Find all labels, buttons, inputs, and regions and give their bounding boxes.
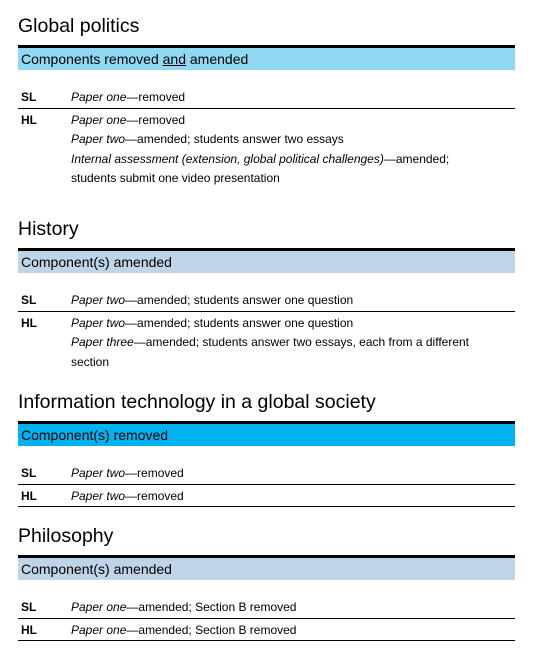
component-line [71,111,515,131]
section-title: Global politics [18,15,140,37]
component-line [71,464,515,484]
row-sl [18,291,515,312]
component-line [71,88,515,108]
component-change: —removed [125,488,184,503]
component-line [71,353,515,373]
banner-underlined-text: and [162,51,186,67]
component-line [71,291,515,311]
component-change: —amended; students answer two essays [125,132,344,146]
level-label: HL [21,112,37,127]
component-name: Paper two [71,488,126,503]
level-label: HL [21,488,37,503]
row-sl [18,88,515,109]
level-label: SL [21,466,37,480]
component-name: Paper two [71,293,126,307]
component-name: Paper one [71,622,127,637]
component-line [71,487,515,507]
component-line [71,621,515,641]
component-change: —removed [126,112,186,127]
level-label: HL [21,315,37,330]
section-banner [18,48,515,70]
component-line [71,333,515,353]
component-change: —amended; Section B removed [126,600,297,614]
component-change: —amended; Section B removed [126,622,297,637]
section-title: Information technology in a global society [18,391,376,413]
component-change: —amended; students answer one question [125,315,354,330]
component-name: Paper two [71,315,126,330]
section-philosophy [18,524,515,641]
row-hl [18,314,515,373]
component-name: Internal assessment (extension, global political challenges) [71,151,384,166]
row-hl [18,111,515,189]
component-line [71,130,515,150]
component-change: —removed [126,90,186,104]
component-line [71,169,515,189]
section-banner: Component(s) amended [18,558,515,580]
section-itgs [18,390,515,507]
row-hl [18,487,515,508]
section-banner: Component(s) removed [18,424,515,446]
component-change: —amended; students answer two essays, each from a different [133,335,470,349]
component-change: —amended; [383,151,450,166]
banner-text: amended [186,51,249,67]
component-line [71,314,515,334]
row-sl [18,464,515,485]
component-line [71,150,515,170]
banner-text: Components removed [21,51,163,67]
row-sl [18,598,515,619]
component-name: Paper one [71,90,127,104]
component-name: Paper two [71,466,126,480]
component-change: students submit one video presentation [71,171,280,185]
section-banner: Component(s) amended [18,251,515,273]
component-line [71,598,515,618]
section-title: Philosophy [18,525,114,547]
component-name: Paper three [71,335,134,349]
component-name: Paper two [71,132,126,146]
component-name: Paper one [71,112,127,127]
component-name: Paper one [71,600,127,614]
component-change: —removed [125,466,184,480]
component-change: section [71,354,110,369]
section-global-politics [18,14,515,189]
section-title: History [18,218,79,240]
level-label: SL [21,600,37,614]
component-change: —amended; students answer one question [125,293,354,307]
section-history [18,217,515,372]
level-label: SL [21,293,37,307]
level-label: SL [21,90,37,104]
level-label: HL [21,622,37,637]
row-hl [18,621,515,642]
